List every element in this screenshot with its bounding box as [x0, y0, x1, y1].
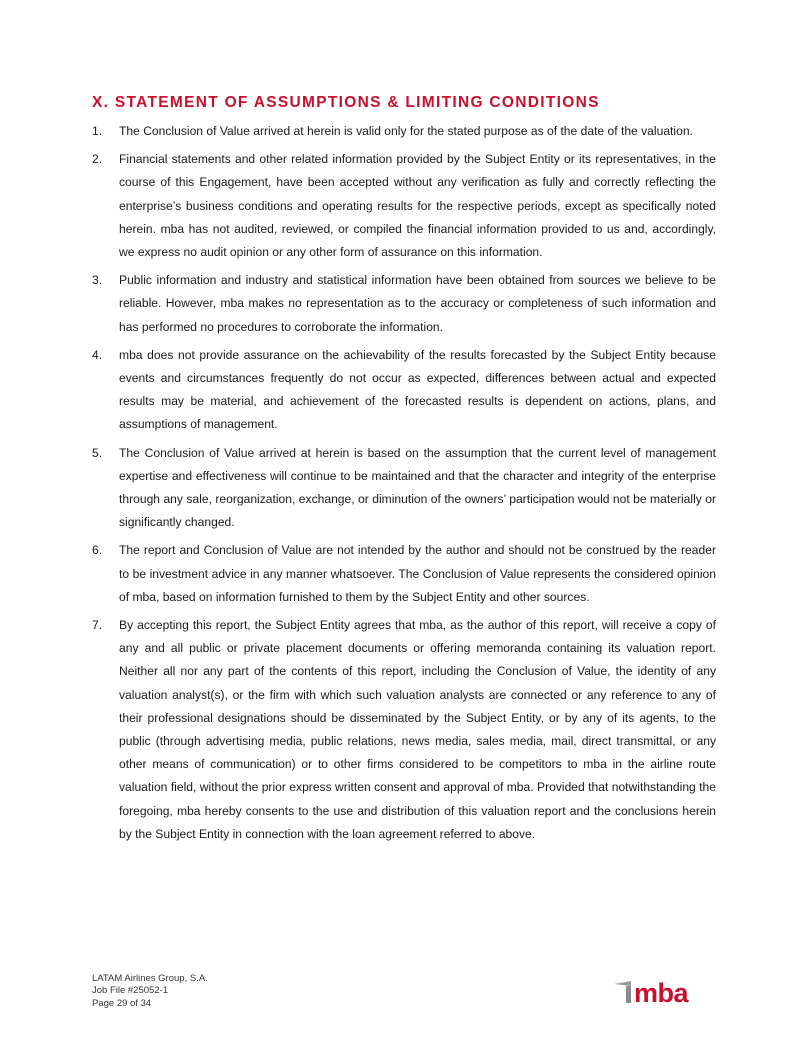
list-item — [92, 148, 716, 264]
list-item — [92, 269, 716, 339]
list-item — [92, 614, 716, 846]
mba-logo-text: mba — [634, 978, 689, 1006]
item-number: 1. — [92, 124, 103, 138]
item-number: 4. — [92, 347, 103, 362]
item-text: The Conclusion of Value arrived at herein is based on the assumption that the current level of management expertise and effectiveness will continue to be maintained and that the character and integrity of the enterprise through any sale, reorganization, exchange, or diminution of the owners’ participation would not be materially or significantly changed. — [119, 445, 716, 530]
footer-job-file: Job File #25052-1 — [92, 985, 169, 997]
item-text: By accepting this report, the Subject Entity agrees that mba, as the author of this report, will receive a copy of any and all public or private placement documents or offering memoranda containing its valuation report. Neither all nor any part of the contents of this report, including the Conclusion of Value, the identity of any valuation analyst(s), or the firm with which such valuation analysts are connected or any reference to any of their professional designations should be disseminated by the Subject Entity, or by any of its agents, to the public (through advertising media, public relations, news media, sales media, mail, direct transmittal, or any other means of communication) or to other firms considered to be competitors to mba in the airline route valuation field, without the prior express written consent and approval of mba. Provided that notwithstanding the foregoing, mba hereby consents to the use and distribution of this valuation report and the conclusions herein by the Subject Entity in connection with the loan agreement referred to above. — [119, 618, 716, 841]
footer-client: LATAM Airlines Group, S.A. — [92, 973, 208, 984]
item-text: The Conclusion of Value arrived at herein is valid only for the stated purpose as of the date of the valuation. — [119, 124, 693, 138]
page-footer — [92, 973, 208, 1010]
item-number: 2. — [92, 152, 103, 167]
item-number: 6. — [92, 543, 103, 558]
list-item — [92, 442, 716, 535]
item-text: Public information and industry and statistical information have been obtained from sources we believe to be reliable. However, mba makes no representation as to the accuracy or completeness of such information and has performed no procedures to corroborate the information. — [119, 273, 716, 334]
list-item — [92, 344, 716, 437]
item-text: Financial statements and other related information provided by the Subject Entity or its representatives, in the course of this Engagement, have been accepted without any verification as fully and correctly reflecting the enterprise’s business conditions and operating results for the respective periods, except as specifically noted herein. mba has not audited, reviewed, or compiled the financial information provided to us and, accordingly, we express no audit opinion or any other form of assurance on this information. — [119, 152, 716, 260]
item-number: 3. — [92, 273, 103, 288]
item-number: 5. — [92, 445, 103, 460]
footer-page-number: Page 29 of 34 — [92, 997, 152, 1009]
item-number: 7. — [92, 618, 103, 633]
item-text: The report and Conclusion of Value are not intended by the author and should not be construed by the reader to be investment advice in any manner whatsoever. The Conclusion of Value represents the considered opinion of mba, based on information furnished to them by the Subject Entity and other sources. — [119, 543, 716, 604]
mba-logo — [612, 976, 708, 1006]
list-item — [92, 539, 716, 609]
item-text: mba does not provide assurance on the achievability of the results forecasted by the Subject Entity because events and circumstances frequently do not occur as expected, differences between actual and expected results may be material, and achievement of the forecasted results is dependent on actions, plans, and assumptions of management. — [119, 347, 716, 432]
assumptions-list — [92, 120, 716, 851]
section-title: X. STATEMENT OF ASSUMPTIONS & LIMITING CONDITIONS — [92, 94, 600, 111]
list-item — [92, 120, 716, 143]
mba-logo-icon — [614, 981, 631, 1003]
